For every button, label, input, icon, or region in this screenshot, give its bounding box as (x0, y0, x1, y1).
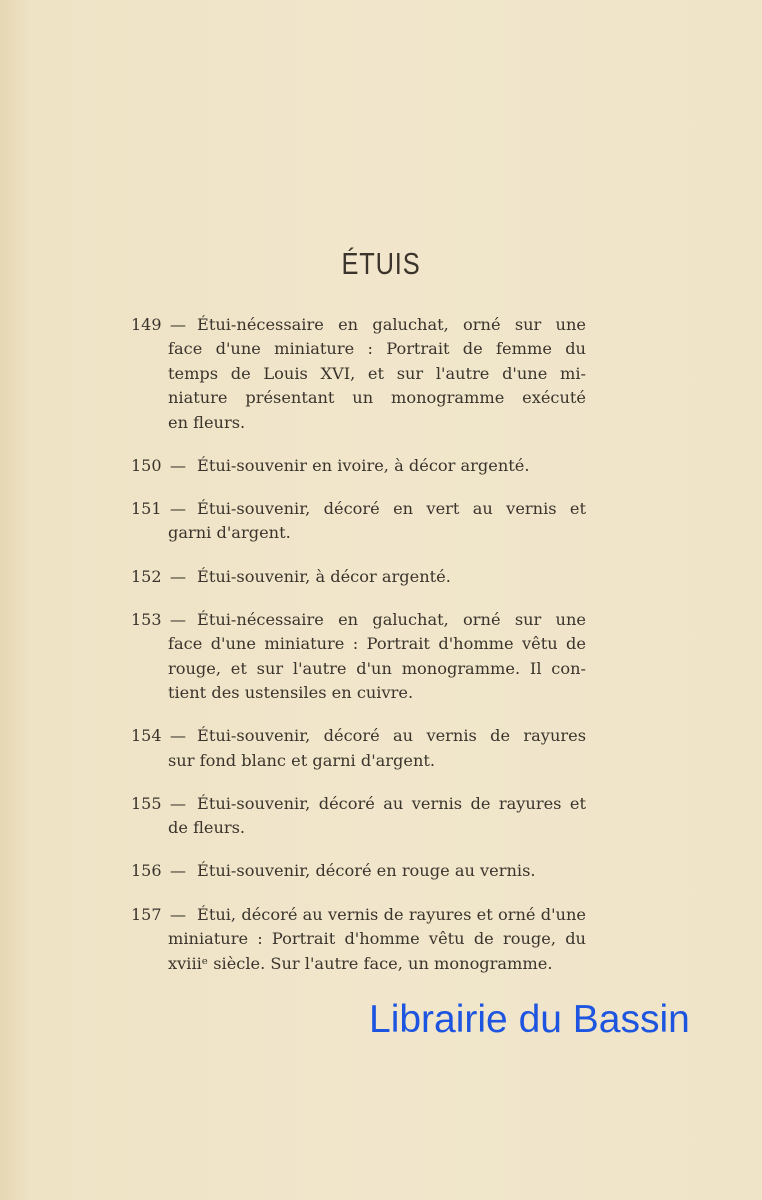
catalogue-entry (131, 497, 586, 546)
entry-text-line: sur fond blanc et garni d'argent. (168, 750, 436, 770)
entry-text-line: Étui-souvenir, décoré au vernis de rayures et (197, 793, 586, 813)
entry-text-line: tient des ustensiles en cuivre. (168, 683, 414, 703)
page-title: ÉTUIS (341, 246, 421, 281)
entry-text-line: garni d'argent. (168, 523, 291, 543)
entry-text-line: en fleurs. (168, 412, 246, 432)
catalogue-entry (131, 565, 586, 589)
entry-text-line: niature présentant un monogramme exécuté (168, 388, 586, 408)
entry-text-line: temps de Louis XVI, et sur l'autre d'une mi- (168, 363, 586, 383)
entry-dash: — (170, 455, 186, 475)
entry-number: 157 (131, 904, 162, 924)
entry-text-line: face d'une miniature : Portrait de femme du (168, 339, 586, 359)
entry-number: 156 (131, 861, 162, 881)
entry-dash: — (170, 566, 186, 586)
catalogue-entry (131, 903, 586, 976)
entry-number: 154 (131, 726, 162, 746)
entry-number: 155 (131, 793, 162, 813)
entry-text-line: Étui-souvenir en ivoire, à décor argenté. (197, 455, 530, 475)
entry-number: 151 (131, 499, 162, 519)
catalogue-entry (131, 608, 586, 706)
catalogue-entry (131, 724, 586, 773)
entry-number: 149 (131, 315, 162, 334)
entry-text-line: face d'une miniature : Portrait d'homme vêtu de (168, 634, 586, 654)
entry-number: 150 (131, 455, 162, 475)
entry-text-line: Étui-souvenir, décoré en vert au vernis et (197, 499, 586, 519)
entry-number: 153 (131, 609, 162, 629)
entry-dash: — (170, 609, 186, 629)
catalogue-entry (131, 454, 586, 478)
entry-dash: — (170, 315, 186, 334)
entry-text-line: Étui-nécessaire en galuchat, orné sur une (197, 315, 586, 334)
entry-text-line: Étui, décoré au vernis de rayures et orné d'une (197, 904, 586, 924)
entry-number: 152 (131, 566, 162, 586)
entry-text-line: Étui-souvenir, à décor argenté. (197, 566, 451, 586)
entry-text-line: Étui-souvenir, décoré au vernis de rayures (197, 726, 586, 746)
entry-text-line: Étui-souvenir, décoré en rouge au vernis. (197, 861, 536, 881)
catalogue-entry (131, 792, 586, 841)
entry-text-line: Étui-nécessaire en galuchat, orné sur une (197, 609, 586, 629)
catalogue-entries (131, 313, 586, 995)
entry-text-line: de fleurs. (168, 818, 246, 838)
entry-text-line: miniature : Portrait d'homme vêtu de rouge, du (168, 929, 586, 949)
entry-dash: — (170, 904, 186, 924)
watermark: Librairie du Bassin (369, 998, 690, 1041)
entry-text-line: rouge, et sur l'autre d'un monogramme. Il con- (168, 658, 586, 678)
catalogue-entry (131, 859, 586, 883)
entry-dash: — (170, 793, 186, 813)
entry-dash: — (170, 861, 186, 881)
entry-dash: — (170, 499, 186, 519)
catalogue-entry (131, 313, 586, 435)
entry-text-line: xviiiᵉ siècle. Sur l'autre face, un monogramme. (168, 953, 553, 973)
entry-dash: — (170, 726, 186, 746)
